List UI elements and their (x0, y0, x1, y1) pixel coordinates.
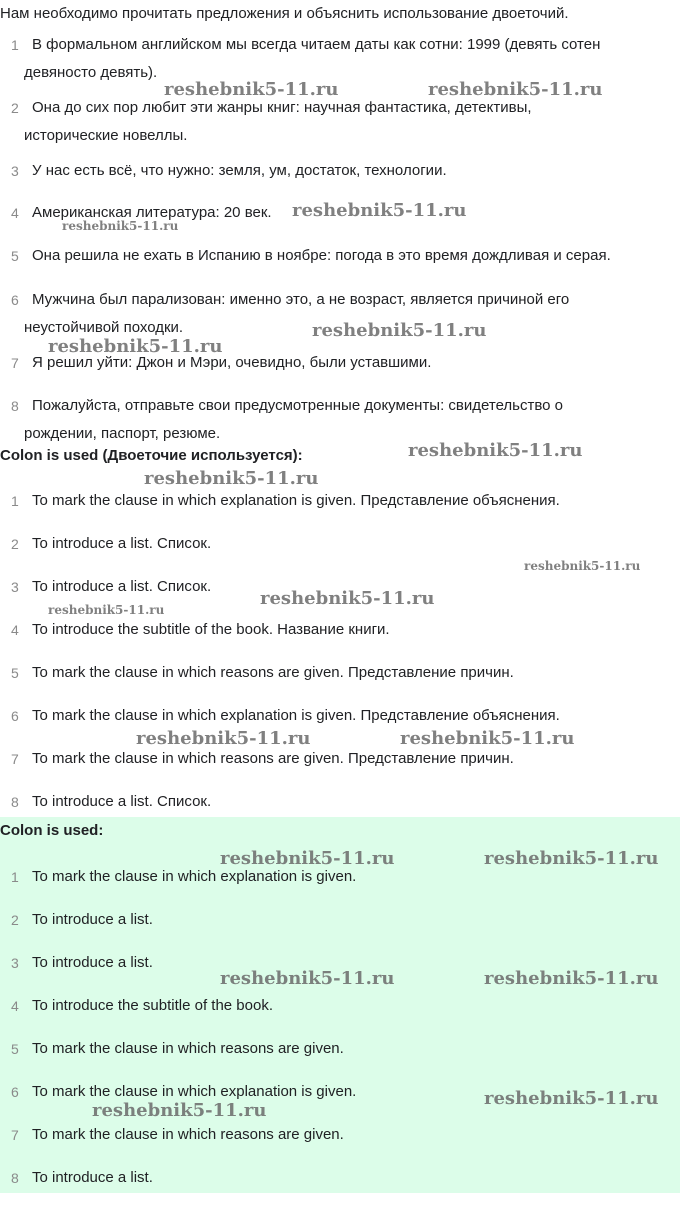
item-text: В формальном английском мы всегда читаем даты как сотни: 1999 (девять сотен (32, 36, 601, 53)
item-text: To introduce a list. Список. (32, 793, 212, 810)
list-item (0, 34, 676, 84)
list-item (0, 619, 676, 641)
watermark: reshebnik5-11.ru (408, 440, 583, 461)
watermark: reshebnik5-11.ru (484, 968, 659, 989)
item-text: To introduce a list. Список. (32, 578, 212, 595)
item-text: Американская литература: 20 век. (32, 204, 272, 221)
item-text: To mark the clause in which reasons are given. (32, 1040, 344, 1057)
list-item (0, 1167, 676, 1189)
item-number: 2 (11, 912, 19, 928)
watermark: reshebnik5-11.ru (164, 79, 339, 100)
list-item (0, 909, 676, 931)
item-text: To introduce a list. Список. (32, 535, 212, 552)
item-text-continued: девяносто девять). (24, 64, 158, 81)
item-text: To mark the clause in which reasons are given. Представление причин. (32, 664, 514, 681)
section-heading-en: Colon is used: (0, 822, 104, 839)
item-number: 7 (11, 751, 19, 767)
list-item (0, 662, 676, 684)
item-text: Она решила не ехать в Испанию в ноябре: погода в это время дождливая и серая. (32, 247, 611, 264)
item-text-continued: рождении, паспорт, резюме. (24, 425, 221, 442)
watermark: reshebnik5-11.ru (144, 468, 319, 489)
item-text: У нас есть всё, что нужно: земля, ум, достаток, технологии. (32, 162, 447, 179)
list-item (0, 866, 676, 888)
list-item (0, 1124, 676, 1146)
item-number: 6 (11, 708, 19, 724)
list-item (0, 245, 676, 267)
list-item (0, 160, 676, 182)
watermark: reshebnik5-11.ru (62, 219, 179, 233)
list-item (0, 705, 676, 727)
item-text: To introduce a list. (32, 911, 153, 928)
watermark: reshebnik5-11.ru (292, 200, 467, 221)
watermark: reshebnik5-11.ru (524, 559, 641, 573)
item-number: 3 (11, 163, 19, 179)
item-text: To mark the clause in which explanation is given. Представление объяснения. (32, 492, 560, 509)
item-number: 5 (11, 1041, 19, 1057)
item-number: 6 (11, 1084, 19, 1100)
list-item (0, 97, 676, 147)
item-text: Я решил уйти: Джон и Мэри, очевидно, были уставшими. (32, 354, 432, 371)
list-item (0, 1038, 676, 1060)
item-text: To mark the clause in which reasons are given. Представление причин. (32, 750, 514, 767)
watermark: reshebnik5-11.ru (484, 1088, 659, 1109)
item-number: 1 (11, 37, 19, 53)
item-number: 8 (11, 794, 19, 810)
list-item (0, 995, 676, 1017)
list-item (0, 791, 676, 813)
item-number: 5 (11, 665, 19, 681)
section-heading-ru: Colon is used (Двоеточие используется): (0, 447, 303, 464)
item-text-continued: исторические новеллы. (24, 127, 188, 144)
watermark: reshebnik5-11.ru (92, 1100, 267, 1121)
item-number: 8 (11, 1170, 19, 1186)
item-text: Мужчина был парализован: именно это, а не возраст, является причиной его (32, 291, 570, 308)
item-number: 1 (11, 869, 19, 885)
watermark: reshebnik5-11.ru (428, 79, 603, 100)
item-number: 3 (11, 579, 19, 595)
list-item (0, 748, 676, 770)
list-item (0, 533, 676, 555)
item-number: 2 (11, 536, 19, 552)
watermark: reshebnik5-11.ru (400, 728, 575, 749)
item-text: To introduce the subtitle of the book. Название книги. (32, 621, 390, 638)
item-number: 3 (11, 955, 19, 971)
watermark: reshebnik5-11.ru (48, 603, 165, 617)
watermark: reshebnik5-11.ru (260, 588, 435, 609)
watermark: reshebnik5-11.ru (220, 968, 395, 989)
item-text: Пожалуйста, отправьте свои предусмотренные документы: свидетельство о (32, 397, 564, 414)
item-text-continued: неустойчивой походки. (24, 319, 184, 336)
item-number: 8 (11, 398, 19, 414)
item-number: 4 (11, 205, 19, 221)
item-number: 1 (11, 493, 19, 509)
list-item (0, 490, 676, 512)
item-text: To mark the clause in which explanation is given. (32, 868, 357, 885)
item-text: To introduce a list. (32, 954, 153, 971)
item-text: Она до сих пор любит эти жанры книг: научная фантастика, детективы, (32, 99, 532, 116)
item-number: 4 (11, 622, 19, 638)
list-item (0, 395, 676, 445)
watermark: reshebnik5-11.ru (48, 336, 223, 357)
watermark: reshebnik5-11.ru (136, 728, 311, 749)
watermark: reshebnik5-11.ru (484, 848, 659, 869)
item-text: To mark the clause in which explanation is given. Представление объяснения. (32, 707, 560, 724)
item-text: To introduce a list. (32, 1169, 153, 1186)
item-text: To mark the clause in which reasons are given. (32, 1126, 344, 1143)
item-text: To mark the clause in which explanation is given. (32, 1083, 357, 1100)
item-number: 5 (11, 248, 19, 264)
item-number: 2 (11, 100, 19, 116)
item-number: 4 (11, 998, 19, 1014)
item-number: 7 (11, 355, 19, 371)
task-instruction: Нам необходимо прочитать предложения и объяснить использование двоеточий. (0, 5, 569, 22)
item-number: 7 (11, 1127, 19, 1143)
item-number: 6 (11, 292, 19, 308)
watermark: reshebnik5-11.ru (312, 320, 487, 341)
item-text: To introduce the subtitle of the book. (32, 997, 273, 1014)
watermark: reshebnik5-11.ru (220, 848, 395, 869)
